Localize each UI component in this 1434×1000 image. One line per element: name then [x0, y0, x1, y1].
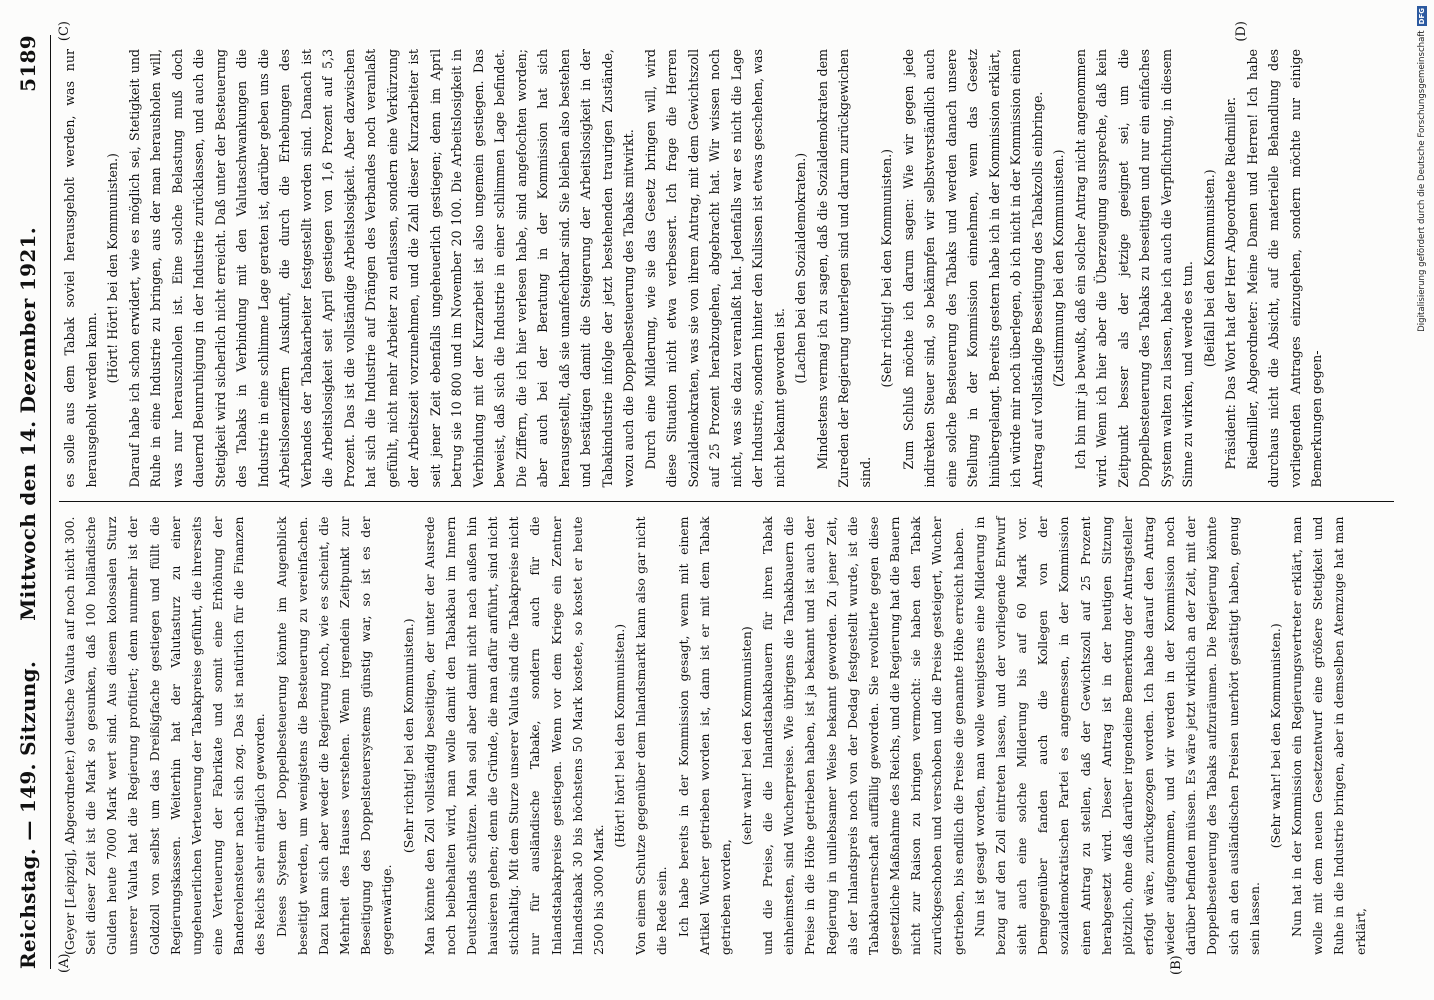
margin-marker-d: (D) [1234, 21, 1249, 42]
paragraph: Präsident: Das Wort hat der Herr Abgeordnete Riedmiller. [1223, 96, 1238, 470]
header-session: Reichstag. — 149. Sitzung. [16, 660, 40, 969]
margin-marker-c: (C) [57, 21, 72, 42]
page-header [16, 35, 51, 969]
digitization-credit [1417, 6, 1427, 991]
paragraph: Mindestens vermag ich zu sagen, daß die Sozialdemokraten dem Zureden der Regierung unterlegen sind und darum zurückgewichen sind. [814, 49, 873, 488]
paragraph: Dieses System der Doppelbesteuerung könnte im Augenblick beseitigt werden, um wenigstens die Besteuerung zu vereinfachen. Dazu kann sich aber weder die Regierung noch, wie es scheint, die Mehrheit des Hauses verstehen. Wenn irgendein Zeitpunkt zur Beseitigung des Doppelsteuersystems günstig war, so ist es der gegenwärtige. [273, 516, 395, 955]
interjection: (Beifall bei den Kommunisten.) [1201, 169, 1217, 368]
right-column [57, 21, 1394, 503]
margin-marker-a: (A) [57, 953, 72, 973]
interjection: (Sehr wahr! bei den Kommunisten.) [1267, 623, 1283, 849]
interjection: (Zustimmung bei den Kommunisten.) [1051, 149, 1066, 387]
paragraph: und die Preise, die die Inlandstabakbauern für ihren Tabak einheimsten, sind Wucherpreise. Wie übrigens die Tabakbauern die Preise in die Höhe getrieben haben, ist ja bekannt und ist auch der Regierung in unliebsamer Weise bekannt geworden. Zu jener Zeit, als der Inlandspreis noch von der Dedag festgestellt wurde, ist die Tabakbauernschaft auffällig geworden. Sie revoltierte gegen diese gesetzliche Maßnahme des Reichs, und die Regierung hat die Bauern nicht zur Raison zu bringen vermocht: sie haben den Tabak zurückgeschoben und verschoben und die Preise gesteigert, Wucher getrieben, bis endlich die Preise die genannte Höhe erreicht haben. [760, 516, 966, 955]
dfg-logo: DFG [1418, 8, 1426, 25]
paragraph: Von einem Schutze gegenüber dem Inlandsmarkt kann also gar nicht die Rede sein. [633, 516, 670, 955]
two-column-body [57, 21, 1394, 975]
interjection: (Sehr richtig! bei den Kommunisten.) [879, 148, 894, 388]
digitization-note: Digitalisierung gefördert durch die Deutsche Forschungsgemeinschaft [1417, 30, 1427, 332]
document-page [10, 17, 1405, 983]
paragraph: Darauf habe ich schon erwidert, wie es möglich sei, Stetigkeit und Ruhe in eine Industrie zu bringen, aus der man herausholen will, was nur herauszuholen ist. Eine solche Belastung muß doch dauernd Beunruhigung in der Industrie zurücklassen, und auch die Stetigkeit wird sicherlich nicht erreicht. Daß unter der Besteuerung des Tabaks in Verbindung mit den Valutaschwankungen die Industrie in eine schlimme Lage geraten ist, darüber geben uns die Arbeitslosenziffern Auskunft, die durch die Erhebungen des Verbandes der Tabakarbeiter festgestellt worden sind. Danach ist die Arbeitslosigkeit seit April gestiegen von 1,6 Prozent auf 5,3 Prozent. Das ist die vollständige Arbeitslosigkeit. Aber dazwischen hat sich die Industrie auf Drängen des Verbandes noch veranlaßt gefühlt, nicht mehr Arbeiter zu entlassen, sondern eine Verkürzung der Arbeitszeit vorzunehmen, und die Zahl dieser Kurzarbeiter ist seit jener Zeit ebenfalls ungeheuerlich gestiegen; denn im April betrug sie 10 800 und im November 20 100. Die Arbeitslosigkeit in Verbindung mit der Kurzarbeit ist also ungemein gestiegen. Das beweist, daß sich die Industrie in einer schlimmen Lage befindet. Die Ziffern, die ich hier verlesen habe, sind angefochten worden; aber auch bei der Beratung in der Kommission hat sich herausgestellt, daß sie unanfechtbar sind. Sie bleiben also bestehen und bestätigen damit die Steigerung der Arbeitslosigkeit in der Tabakindustrie infolge der jetzt bestehenden traurigen Zustände, wozu auch die Doppelbesteuerung des Tabaks mitwirkt. [126, 49, 636, 488]
interjection: (Sehr richtig! bei den Kommunisten.) [400, 618, 416, 854]
page-number: 5189 [16, 35, 40, 92]
left-column [57, 503, 1394, 975]
paragraph: Nun hat in der Kommission ein Regierungsvertreter erklärt, man wolle mit dem neuen Gesetzentwurf eine größere Stetigkeit und Ruhe in die Industrie bringen, aber in demselben Atemzuge hat man erklärt, [1289, 516, 1368, 955]
paragraph: Riedmiller, Abgeordneter: Meine Damen und Herren! Ich habe durchaus nicht die Absicht, auf die materielle Behandlung des vorliegenden Antrages einzugehen, sondern möchte nur einige Bemerkungen gegen- [1244, 49, 1324, 488]
paragraph: es solle aus dem Tabak soviel herausgeholt werden, was nur herausgeholt werden kann. [62, 49, 99, 488]
paragraph: Zum Schluß möchte ich darum sagen: Wie wir gegen jede indirekten Steuer sind, so bekämpfen wir selbstverständlich auch eine solche Besteuerung des Tabaks und werden danach unsere Stellung in der Kommission einnehmen, wenn das Gesetz hinübergelangt. Bereits gestern habe ich in der Kommission erklärt, ich würde mir noch überlegen, ob ich nicht in der Kommission einen Antrag auf vollständige Beseitigung des Tabakzolls einbringe. [900, 49, 1045, 488]
interjection: (sehr wahr! bei den Kommunisten) [739, 626, 754, 846]
paragraph: (Geyer [Leipzig], Abgeordneter.) deutsche Valuta auf noch nicht 300. Seit dieser Zeit ist die Mark so gesunken, daß 100 holländische Gulden heute 7000 Mark wert sind. Aus diesem kolossalen Sturz unserer Valuta hat die Regierung profitiert; denn nunmehr ist der Goldzoll von selbst um das Dreißigfache gestiegen und füllt die Regierungskassen. Weiterhin hat der Valutasturz zu einer ungeheuerlichen Verteuerung der Tabakpreise geführt, die ihrerseits eine Verteuerung der Fabrikate und somit eine Erhöhung der Banderolensteuer nach sich zog. Das ist natürlich für die Finanzen des Reichs sehr einträglich geworden. [62, 516, 268, 955]
paragraph: Durch eine Milderung, wie sie das Gesetz bringen will, wird diese Situation nicht etwa verbessert. Ich frage die Herren Sozialdemokraten, was sie von ihrem Antrag, mit dem Gewichtszoll auf 25 Prozent herabzugehen, abgebracht hat. Wir wissen noch nicht, was sie dazu veranlaßt hat. Jedenfalls war es nicht die Lage der Industrie, sondern hinter den Kulissen ist etwas geschehen, was nicht bekannt geworden ist. [642, 49, 787, 488]
interjection: (Hört! Hört! bei den Kommunisten.) [105, 153, 120, 384]
paragraph: Ich habe bereits in der Kommission gesagt, wenn mit einem Artikel Wucher getrieben worden ist, dann ist er mit dem Tabak getrieben worden, [675, 516, 733, 955]
header-date: Mittwoch den 14. Dezember 1921. [16, 226, 40, 621]
paragraph: Ich bin mir ja bewußt, daß ein solcher Antrag nicht angenommen wird. Wenn ich hier aber die Überzeugung ausspreche, daß kein Zeitpunkt besser als der jetzige geeignet sei, um die Doppelbesteuerung des Tabaks zu beseitigen und nur ein einfaches System walten zu lassen, habe ich auch die Verpflichtung, in diesem Sinne zu wirken, und werde es tun. [1072, 49, 1195, 488]
paragraph: Man könnte den Zoll vollständig beseitigen, der unter der Ausrede noch beibehalten wird, man wolle damit den Tabakbau im Innern Deutschlands schützen. Man soll aber damit nicht nach außen hin hausieren gehen; denn die Gründe, die man dafür anführt, sind nicht stichhaltig. Mit dem Sturze unserer Valuta sind die Tabakpreise nicht nur für ausländische Tabake, sondern auch für die Inlandstabakpreise gestiegen. Wenn vor dem Kriege ein Zentner Inlandstabak 30 bis höchstens 50 Mark kostete, so kostet er heute 2500 bis 3000 Mark. [421, 516, 606, 955]
interjection: (Lachen bei den Sozialdemokraten.) [793, 152, 808, 384]
paragraph: Nun ist gesagt worden, man wolle wenigstens eine Milderung in bezug auf den Zoll eintreten lassen, und der vorliegende Entwurf sieht auch eine solche Milderung bis auf 60 Mark vor. Demgegenüber fanden auch die Kollegen von der sozialdemokratischen Partei es angemessen, in der Kommission einen Antrag zu stellen, daß der Gewichtszoll auf 25 Prozent herabgesetzt wird. Dieser Antrag ist in der heutigen Sitzung plötzlich, ohne daß darüber irgendeine Bemerkung der Antragsteller erfolgt wäre, zurückgezogen worden. Ich habe darauf den Antrag wieder aufgenommen, und wir werden in der Kommission noch darüber befinden müssen. Es wäre jetzt wirklich an der Zeit, mit der Doppelbesteuerung des Tabaks aufzuräumen. Die Regierung könnte sich an den ausländischen Preisen unerhört gesättigt haben, genug sein lassen. [971, 516, 1262, 955]
margin-marker-b: (B) [1169, 955, 1184, 975]
interjection: (Hört! hört! bei den Kommunisten.) [612, 623, 628, 848]
